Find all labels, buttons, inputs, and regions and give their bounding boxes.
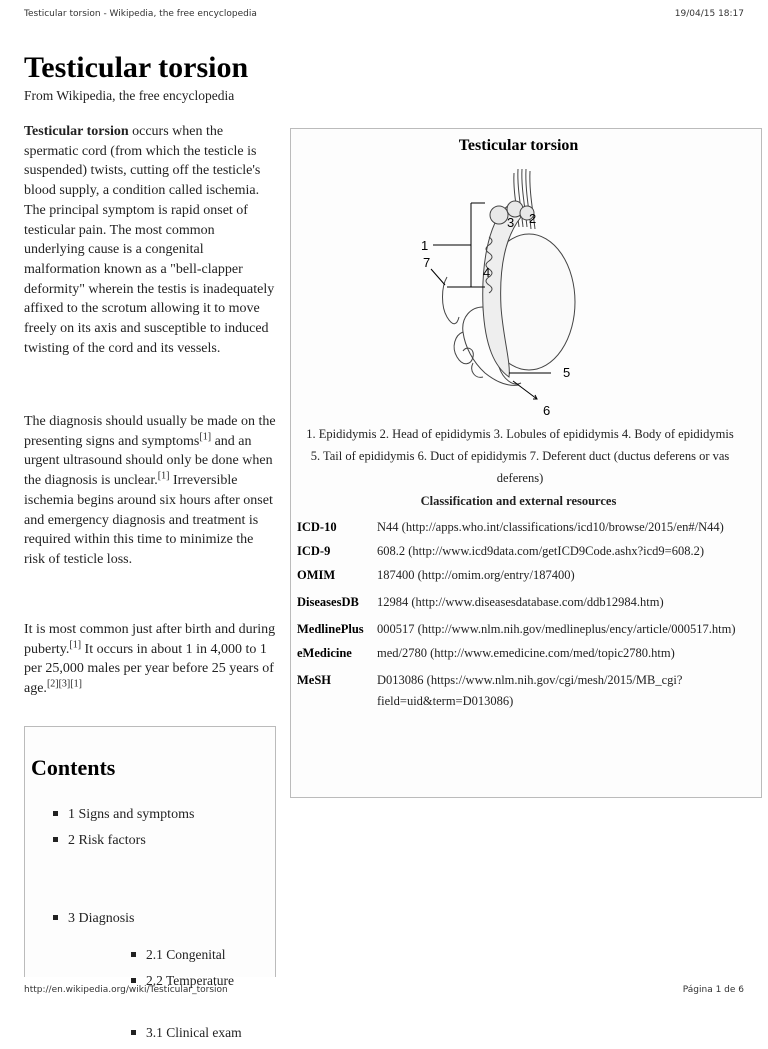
toc-item-label: 3.1 Clinical exam [146,1025,242,1040]
bullet-icon [53,915,58,920]
row-key: DiseasesDB [297,595,359,609]
p2-text-c: Irreversible ischemia begins around six hours after onset and emergency diagnosis and treatment is required within this time to minimize the risk of testicle loss. [24,473,273,567]
infobox-title: Testicular torsion [458,137,579,154]
label-7: 7 [423,255,431,270]
epididymis-illustration[interactable] [411,167,591,419]
row-value-link[interactable]: 000517 (http://www.nlm.nih.gov/medlineplus/ency/article/000517.htm) [377,622,736,636]
label-4: 4 [483,265,491,280]
table-row [297,643,749,664]
reference-link[interactable]: [1] [69,639,82,651]
row-value-link[interactable]: 608.2 (http://www.icd9data.com/getICD9Code.ashx?icd9=608.2) [377,544,705,558]
row-key: OMIM [297,568,336,582]
bullet-icon [131,978,136,983]
toc-subitem[interactable] [131,1023,242,1049]
table-row [297,541,749,562]
classification-heading: Classification and external resources [420,494,617,508]
p3-text-b: It occurs in about 1 in 4,000 to 1 per 25,000 males per year before 25 years of age. [24,641,274,697]
label-6: 6 [543,403,551,418]
table-row [297,565,749,586]
bullet-icon [53,837,58,842]
toc-item-label: 2.1 Congenital [146,947,226,962]
toc-item[interactable] [53,805,218,831]
table-row [297,670,749,712]
row-value-link[interactable]: med/2780 (http://www.emedicine.com/med/topic2780.htm) [377,646,675,660]
row-key: MeSH [297,673,332,687]
row-key: ICD-10 [297,520,337,534]
toc-subitem[interactable] [131,945,242,971]
figure-caption: 1. Epididymis 2. Head of epididymis 3. Lobules of epididymis 4. Body of epididymis 5. Tail of epididymis 6. Duct of epididymis 7. Deferent duct (ductus deferens or vas deferens) [306,427,734,485]
intro-paragraph-1 [24,122,276,358]
toc-item[interactable] [53,909,218,935]
row-value-link[interactable]: 12984 (http://www.diseasesdatabase.com/ddb12984.htm) [377,595,664,609]
infobox [290,128,762,798]
page-subtitle: From Wikipedia, the free encyclopedia [24,88,235,103]
toc-item[interactable] [53,831,218,857]
bullet-icon [131,952,136,957]
lead-term: Testicular torsion [24,124,129,139]
p3-text-a: It is most common just after birth and during puberty. [24,622,276,657]
toc-item-label: 1 Signs and symptoms [68,807,195,822]
footer-page-number: Página 1 de 6 [682,985,744,995]
row-value-link[interactable]: D013086 (https://www.nlm.nih.gov/cgi/mesh/2015/MB_cgi?field=uid&term=D013086) [377,673,683,708]
reference-link[interactable]: [1] [157,470,170,482]
reference-link[interactable]: [1] [199,431,212,443]
row-key: eMedicine [297,646,352,660]
table-row [297,619,749,640]
label-5: 5 [563,365,571,380]
row-key: MedlinePlus [297,622,364,636]
print-header [24,9,744,19]
label-3: 3 [507,215,515,230]
table-row [297,592,749,613]
p1-text: occurs when the spermatic cord (from which the testicle is suspended) twists, cutting off the testicle's blood supply, a condition called ischemia. The principal symptom is rapid onset of testicular pain. The most common underlying cause is a congenital malformation known as a "bell-clapper deformity" wherein the testis is inadequately affixed to the scrotum allowing it to move freely on its axis and susceptible to induced twisting of the cord and its vessels. [24,124,275,356]
p2-text-a: The diagnosis should usually be made on the presenting signs and symptoms [24,414,276,449]
bullet-icon [53,811,58,816]
print-footer [24,985,744,995]
label-2: 2 [529,211,537,226]
p2-text-b: and an urgent ultrasound should only be done when the diagnosis is unclear. [24,433,273,489]
classification-table [297,517,749,712]
intro-paragraph-2 [24,412,276,570]
toc-item-label: 3 Diagnosis [68,911,135,926]
label-1: 1 [421,238,429,253]
row-value-link[interactable]: N44 (http://apps.who.int/classifications/icd10/browse/2015/en#/N44) [377,520,724,534]
table-row [297,517,749,538]
bullet-icon [131,1030,136,1035]
header-page-title: Testicular torsion - Wikipedia, the free encyclopedia [24,9,257,19]
intro-paragraph-3 [24,620,276,699]
reference-link[interactable]: [2][3][1] [46,678,82,690]
contents-heading: Contents [31,755,116,780]
toc-item-label: 2 Risk factors [68,833,146,848]
header-datetime: 19/04/15 18:17 [674,9,744,19]
footer-url[interactable]: http://en.wikipedia.org/wiki/Testicular_torsion [24,985,228,995]
row-key: ICD-9 [297,544,331,558]
toc-item-label: 2.2 Temperature [146,973,235,988]
row-value-link[interactable]: 187400 (http://omim.org/entry/187400) [377,568,575,582]
page-title: Testicular torsion [24,51,249,84]
